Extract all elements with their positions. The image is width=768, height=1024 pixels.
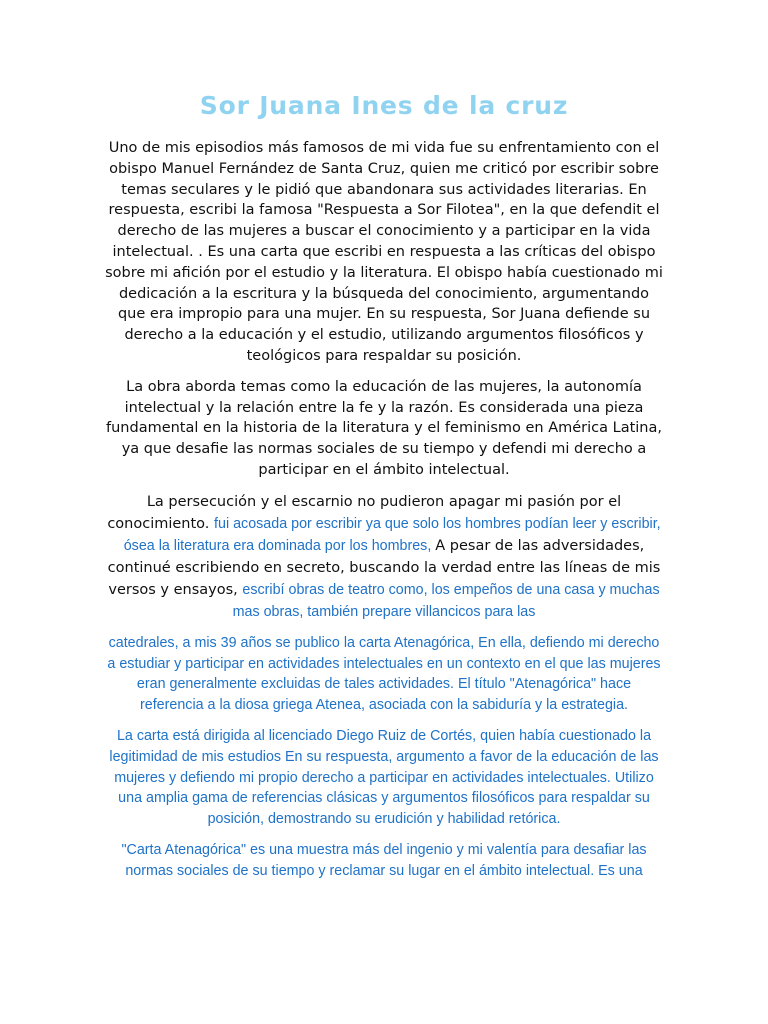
paragraph-3-text-c: A pesar de las adversidades, continué escribiendo en secreto, buscando la verdad entre las líneas de mis versos y ensayos, <box>107 537 661 598</box>
paragraph-4: catedrales, a mis 39 años se publico la carta Atenagórica, En ella, defiendo mi derecho a estudiar y participar en actividades intelectuales en un contexto en el que las mujeres eran generalmente excluidas de tales actividades. El título "Atenagórica" hace referencia a la diosa griega Atenea, asociada con la sabiduría y la estrategia. <box>107 634 661 714</box>
paragraph-2: La obra aborda temas como la educación de las mujeres, la autonomía intelectual y la relación entre la fe y la razón. Es considerada una pieza fundamental en la historia de la literatura y el feminismo en América Latina, ya que desafie las normas sociales de su tiempo y defendi mi derecho a participar en el ámbito intelectual. <box>106 378 662 478</box>
paragraph-3-highlight-d: escribí obras de teatro como, los empeños de una casa y muchas mas obras, también prepare villancicos para las <box>232 581 660 620</box>
document-page <box>104 88 664 892</box>
paragraph-3 <box>104 491 664 623</box>
paragraph-3-text-a: La persecución y el escarnio no pudieron apagar mi pasión por el conocimiento. <box>107 493 622 532</box>
paragraph-1: Uno de mis episodios más famosos de mi vida fue su enfrentamiento con el obispo Manuel Fernández de Santa Cruz, quien me criticó por escribir sobre temas seculares y le pidió que abandonara sus actividades literarias. En respuesta, escribi la famosa "Respuesta a Sor Filotea", en la que defendit el derecho de las mujeres a buscar el conocimiento y a participar en la vida intelectual. . Es una carta que escribi en respuesta a las críticas del obispo sobre mi afición por el estudio y la literatura. El obispo había cuestionado mi dedicación a la escritura y la búsqueda del conocimiento, argumentando que era impropio para una mujer. En su respuesta, Sor Juana defiende su derecho a la educación y el estudio, utilizando argumentos filosóficos y teológicos para respaldar su posición. <box>105 140 663 364</box>
paragraph-3-highlight-b: fui acosada por escribir ya que solo los hombres podían leer y escribir, ósea la literatura era dominada por los hombres, <box>123 515 661 554</box>
paragraph-6: "Carta Atenagórica" es una muestra más del ingenio y mi valentía para desafiar las normas sociales de su tiempo y reclamar su lugar en el ámbito intelectual. Es una <box>121 841 647 879</box>
document-title: Sor Juana Ines de la cruz <box>199 91 569 120</box>
paragraph-5: La carta está dirigida al licenciado Diego Ruiz de Cortés, quien había cuestionado la legitimidad de mis estudios En su respuesta, argumento a favor de la educación de las mujeres y defiendo mi propio derecho a participar en actividades intelectuales. Utilizo una amplia gama de referencias clásicas y argumentos filosóficos para respaldar su posición, demostrando su erudición y habilidad retórica. <box>109 727 659 828</box>
